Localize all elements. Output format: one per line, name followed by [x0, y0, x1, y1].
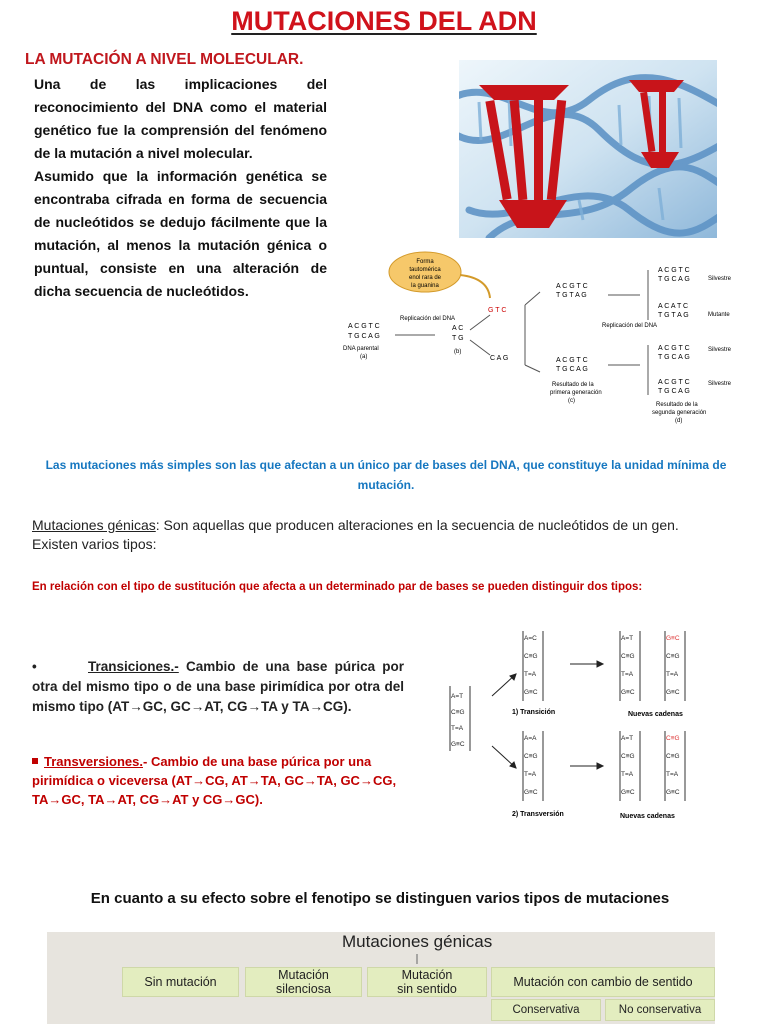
n2-pair-2: C≡G — [666, 653, 680, 660]
transversiones-item — [32, 752, 404, 809]
n1-pair-2: C≡G — [621, 653, 635, 660]
bubble-line-4: la guanina — [411, 283, 439, 289]
cell-cambio-sentido: Mutación con cambio de sentido — [491, 967, 715, 997]
cell-conservativa: Conservativa — [491, 999, 601, 1021]
silvestre-1: Silvestre — [708, 276, 732, 282]
t2-pair-3: T=A — [524, 771, 537, 778]
n4-pair-3: T=A — [666, 771, 679, 778]
cell-silenciosa — [245, 967, 362, 997]
genicas-label: Mutaciones génicas — [32, 517, 156, 533]
silenciosa-line-1: Mutación — [278, 968, 329, 982]
orig-pair-3: T=A — [451, 725, 464, 732]
section-subtitle: LA MUTACIÓN A NIVEL MOLECULAR. — [25, 51, 304, 68]
n3-pair-3: T=A — [621, 771, 634, 778]
dna-photo — [459, 60, 717, 238]
t1-pair-1: A=C — [524, 635, 537, 642]
c-top2: T G T A G — [556, 292, 587, 299]
mutante-label: Mutante — [708, 312, 730, 318]
cell-no-conservativa: No conservativa — [605, 999, 715, 1021]
bubble-line-1: Forma — [416, 259, 434, 265]
nuevas-cadenas-2: Nuevas cadenas — [620, 813, 675, 820]
t1-pair-4: G≡C — [524, 689, 538, 696]
t2-pair-2: C≡G — [524, 753, 538, 760]
efecto-heading: En cuanto a su efecto sobre el fenotipo se distinguen varios tipos de mutaciones — [90, 890, 670, 907]
n3-pair-2: C≡G — [621, 753, 635, 760]
n2-pair-4: G≡C — [666, 689, 680, 696]
transition-diagram — [420, 626, 710, 826]
n4-pair-1: C≡G — [666, 735, 680, 742]
d4a: A C G T C — [658, 379, 690, 386]
d1a: A C G T C — [658, 267, 690, 274]
d1b: T G C A G — [658, 276, 690, 283]
nuevas-cadenas-1: Nuevas cadenas — [628, 711, 683, 718]
sin-sentido-line-2: sin sentido — [397, 982, 457, 996]
transversiones-label: Transversiones. — [44, 754, 143, 769]
transversion-label: 2) Transversión — [512, 811, 564, 818]
intro-paragraph-2: Asumido que la información genética se encontraba cifrada en forma de secuencia de nucleótidos se dedujo fácilmente que la mutación, al menos la mutación génica o puntual, consiste en una alteración de dicha secuencia de nucleótidos. — [34, 168, 327, 299]
primera-label-2: primera generación — [550, 390, 602, 396]
square-bullet-icon — [32, 758, 38, 764]
intro-paragraph-1: Una de las implicaciones del reconocimiento del DNA como el material genético fue la comprensión del fenómeno de la mutación a nivel molecular. — [34, 76, 327, 161]
t1-pair-2: C≡G — [524, 653, 538, 660]
d3b: T G C A G — [658, 354, 690, 361]
mutant-strand-seq: G T C — [488, 307, 507, 314]
silvestre-2: Silvestre — [708, 347, 732, 353]
sin-sentido-line-1: Mutación — [401, 968, 453, 982]
parental-top-seq: A C G T C — [348, 323, 380, 330]
n1-pair-4: G≡C — [621, 689, 635, 696]
orig-pair-2: C≡G — [451, 709, 465, 716]
n2-pair-1: G≡C — [666, 635, 680, 642]
silenciosa-line-2: silenciosa — [276, 982, 331, 996]
b-top-seq: A C — [452, 325, 464, 332]
c-bot2: T G C A G — [556, 366, 588, 373]
primera-label-1: Resultado de la — [552, 382, 594, 388]
n4-pair-4: G≡C — [666, 789, 680, 796]
bullet-icon: • — [32, 659, 37, 674]
genicas-text: : Son aquellas que producen alteraciones en la secuencia de nucleótidos de un gen. — [155, 517, 679, 533]
relacion-text: En relación con el tipo de sustitución que afecta a un determinado par de bases se pueden distinguir dos tipos: — [32, 581, 643, 593]
transversiones-text: - Cambio de una base púrica por una pirimídica o viceversa (AT→CG, AT→TA, GC→TA, GC→CG, TA→GC, TA→AT, CG→AT y CG→GC). — [32, 754, 397, 807]
b-bottom-seq: T G — [452, 335, 464, 342]
label-c: (c) — [568, 398, 575, 404]
n1-pair-1: A=T — [621, 635, 634, 642]
bubble-line-3: enol rara de — [408, 275, 442, 281]
d2a: A C A T C — [658, 303, 689, 310]
transicion-label: 1) Transición — [512, 709, 556, 716]
bubble-line-2: tautomérica — [409, 267, 441, 273]
parental-label: DNA parental — [343, 346, 379, 352]
t2-pair-4: G≡C — [524, 789, 538, 796]
n1-pair-3: T=A — [621, 671, 634, 678]
t2-pair-1: A=A — [524, 735, 537, 742]
genicas-paragraph — [32, 516, 752, 554]
mutations-table — [47, 932, 715, 1024]
replicacion-1-label: Replicación del DNA — [400, 316, 456, 322]
label-a: (a) — [360, 354, 368, 360]
normal-strand-seq: C A G — [490, 355, 509, 362]
d2b: T G T A G — [658, 312, 689, 319]
c-bot1: A C G T C — [556, 357, 588, 364]
mut-table-title: Mutaciones génicas — [342, 932, 493, 951]
c-top1: A C G T C — [556, 283, 588, 290]
n3-pair-1: A=T — [621, 735, 634, 742]
n3-pair-4: G≡C — [621, 789, 635, 796]
orig-pair-1: A=T — [451, 693, 464, 700]
replicacion-2-label: Replicación del DNA — [602, 323, 658, 329]
silvestre-3: Silvestre — [708, 381, 732, 387]
label-b: (b) — [454, 349, 462, 355]
cell-sin-mutacion: Sin mutación — [122, 967, 239, 997]
transiciones-text: Cambio de una base púrica por otra del mismo tipo o de una base pirimídica por otra del mismo tipo (AT→GC, GC→AT, CG→TA y TA→CG). — [32, 659, 404, 714]
segunda-label-1: Resultado de la — [656, 402, 698, 408]
n2-pair-3: T=A — [666, 671, 679, 678]
intro-text — [34, 73, 327, 303]
d3a: A C G T C — [658, 345, 690, 352]
transiciones-item — [32, 657, 404, 717]
simple-mutations-text: Las mutaciones más simples son las que afectan a un único par de bases del DNA, que constituye la unidad mínima de mutación. — [45, 458, 727, 492]
d4b: T G C A G — [658, 388, 690, 395]
n4-pair-2: C≡G — [666, 753, 680, 760]
label-d: (d) — [675, 418, 683, 424]
replication-diagram — [340, 250, 748, 430]
segunda-label-2: segunda generación — [652, 410, 707, 416]
transiciones-label: Transiciones.- — [88, 659, 179, 674]
t1-pair-3: T=A — [524, 671, 537, 678]
orig-pair-4: G≡C — [451, 741, 465, 748]
cell-sin-sentido — [367, 967, 487, 997]
genicas-text-2: Existen varios tipos: — [32, 536, 157, 552]
parental-bottom-seq: T G C A G — [348, 333, 380, 340]
page-title: MUTACIONES DEL ADN — [231, 6, 537, 36]
